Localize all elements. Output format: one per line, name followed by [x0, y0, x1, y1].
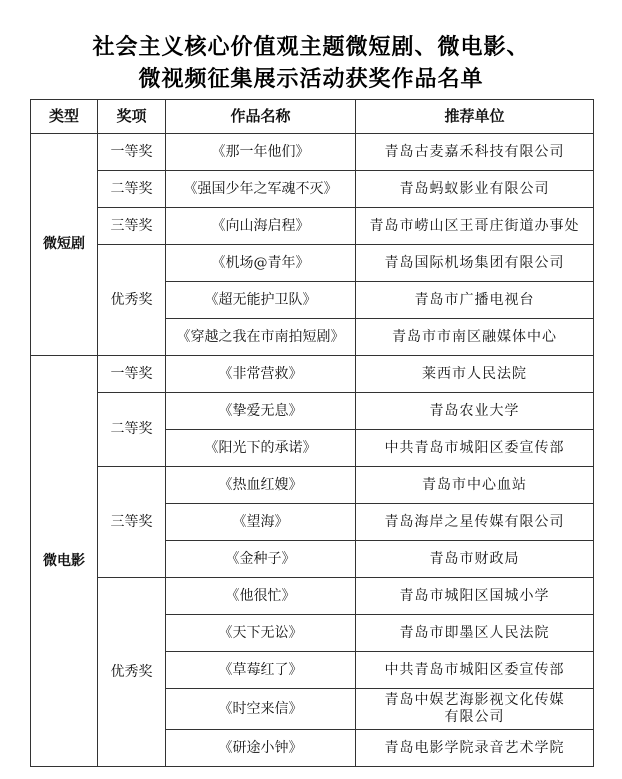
award-cell: 二等奖	[98, 393, 166, 467]
unit-cell: 青岛市市南区融媒体中心	[356, 319, 594, 356]
award-cell: 三等奖	[98, 467, 166, 578]
unit-cell: 青岛市财政局	[356, 541, 594, 578]
award-cell: 优秀奖	[98, 578, 166, 767]
unit-cell: 青岛海岸之星传媒有限公司	[356, 504, 594, 541]
work-cell: 《草莓红了》	[166, 652, 356, 689]
table-row	[31, 208, 594, 245]
unit-cell: 青岛古麦嘉禾科技有限公司	[356, 134, 594, 171]
header-unit: 推荐单位	[356, 100, 594, 134]
header-award: 奖项	[98, 100, 166, 134]
work-cell: 《望海》	[166, 504, 356, 541]
unit-cell-multiline	[356, 689, 594, 730]
award-cell: 二等奖	[98, 171, 166, 208]
work-cell: 《金种子》	[166, 541, 356, 578]
work-cell: 《研途小钟》	[166, 730, 356, 767]
unit-line-2: 有限公司	[444, 709, 505, 725]
table-header-row	[31, 100, 594, 134]
work-cell: 《非常营救》	[166, 356, 356, 393]
unit-cell: 中共青岛市城阳区委宣传部	[356, 652, 594, 689]
work-cell: 《强国少年之军魂不灭》	[166, 171, 356, 208]
work-cell: 《那一年他们》	[166, 134, 356, 171]
unit-line-1: 青岛中娱艺海影视文化传媒	[384, 692, 565, 708]
award-cell: 一等奖	[98, 356, 166, 393]
award-cell: 三等奖	[98, 208, 166, 245]
work-cell: 《热血红嫂》	[166, 467, 356, 504]
award-cell: 一等奖	[98, 134, 166, 171]
page-title-line-2: 微视频征集展示活动获奖作品名单	[138, 67, 484, 92]
work-cell: 《时空来信》	[166, 689, 356, 730]
unit-cell: 青岛农业大学	[356, 393, 594, 430]
unit-cell: 青岛市崂山区王哥庄街道办事处	[356, 208, 594, 245]
unit-cell: 青岛国际机场集团有限公司	[356, 245, 594, 282]
work-cell: 《机场@青年》	[166, 245, 356, 282]
unit-cell: 青岛电影学院录音艺术学院	[356, 730, 594, 767]
table-row	[31, 134, 594, 171]
unit-cell: 青岛市广播电视台	[356, 282, 594, 319]
category-micro-film: 微电影	[31, 356, 98, 767]
unit-cell: 中共青岛市城阳区委宣传部	[356, 430, 594, 467]
work-cell: 《天下无讼》	[166, 615, 356, 652]
header-work: 作品名称	[166, 100, 356, 134]
work-cell: 《穿越之我在市南拍短剧》	[166, 319, 356, 356]
table-row	[31, 467, 594, 504]
table-row	[31, 245, 594, 282]
table-row	[31, 171, 594, 208]
table-row	[31, 393, 594, 430]
award-cell: 优秀奖	[98, 245, 166, 356]
work-cell: 《超无能护卫队》	[166, 282, 356, 319]
work-cell: 《向山海启程》	[166, 208, 356, 245]
work-cell: 《他很忙》	[166, 578, 356, 615]
work-cell: 《阳光下的承诺》	[166, 430, 356, 467]
table-row	[31, 578, 594, 615]
table-row	[31, 356, 594, 393]
header-type: 类型	[31, 100, 98, 134]
category-micro-drama: 微短剧	[31, 134, 98, 356]
award-list-table	[30, 99, 594, 767]
unit-cell: 青岛市即墨区人民法院	[356, 615, 594, 652]
work-cell: 《挚爱无息》	[166, 393, 356, 430]
unit-cell: 青岛市城阳区国城小学	[356, 578, 594, 615]
unit-cell: 青岛蚂蚁影业有限公司	[356, 171, 594, 208]
page-title-line-1: 社会主义核心价值观主题微短剧、微电影、	[92, 35, 530, 60]
unit-cell: 莱西市人民法院	[356, 356, 594, 393]
unit-cell: 青岛市中心血站	[356, 467, 594, 504]
